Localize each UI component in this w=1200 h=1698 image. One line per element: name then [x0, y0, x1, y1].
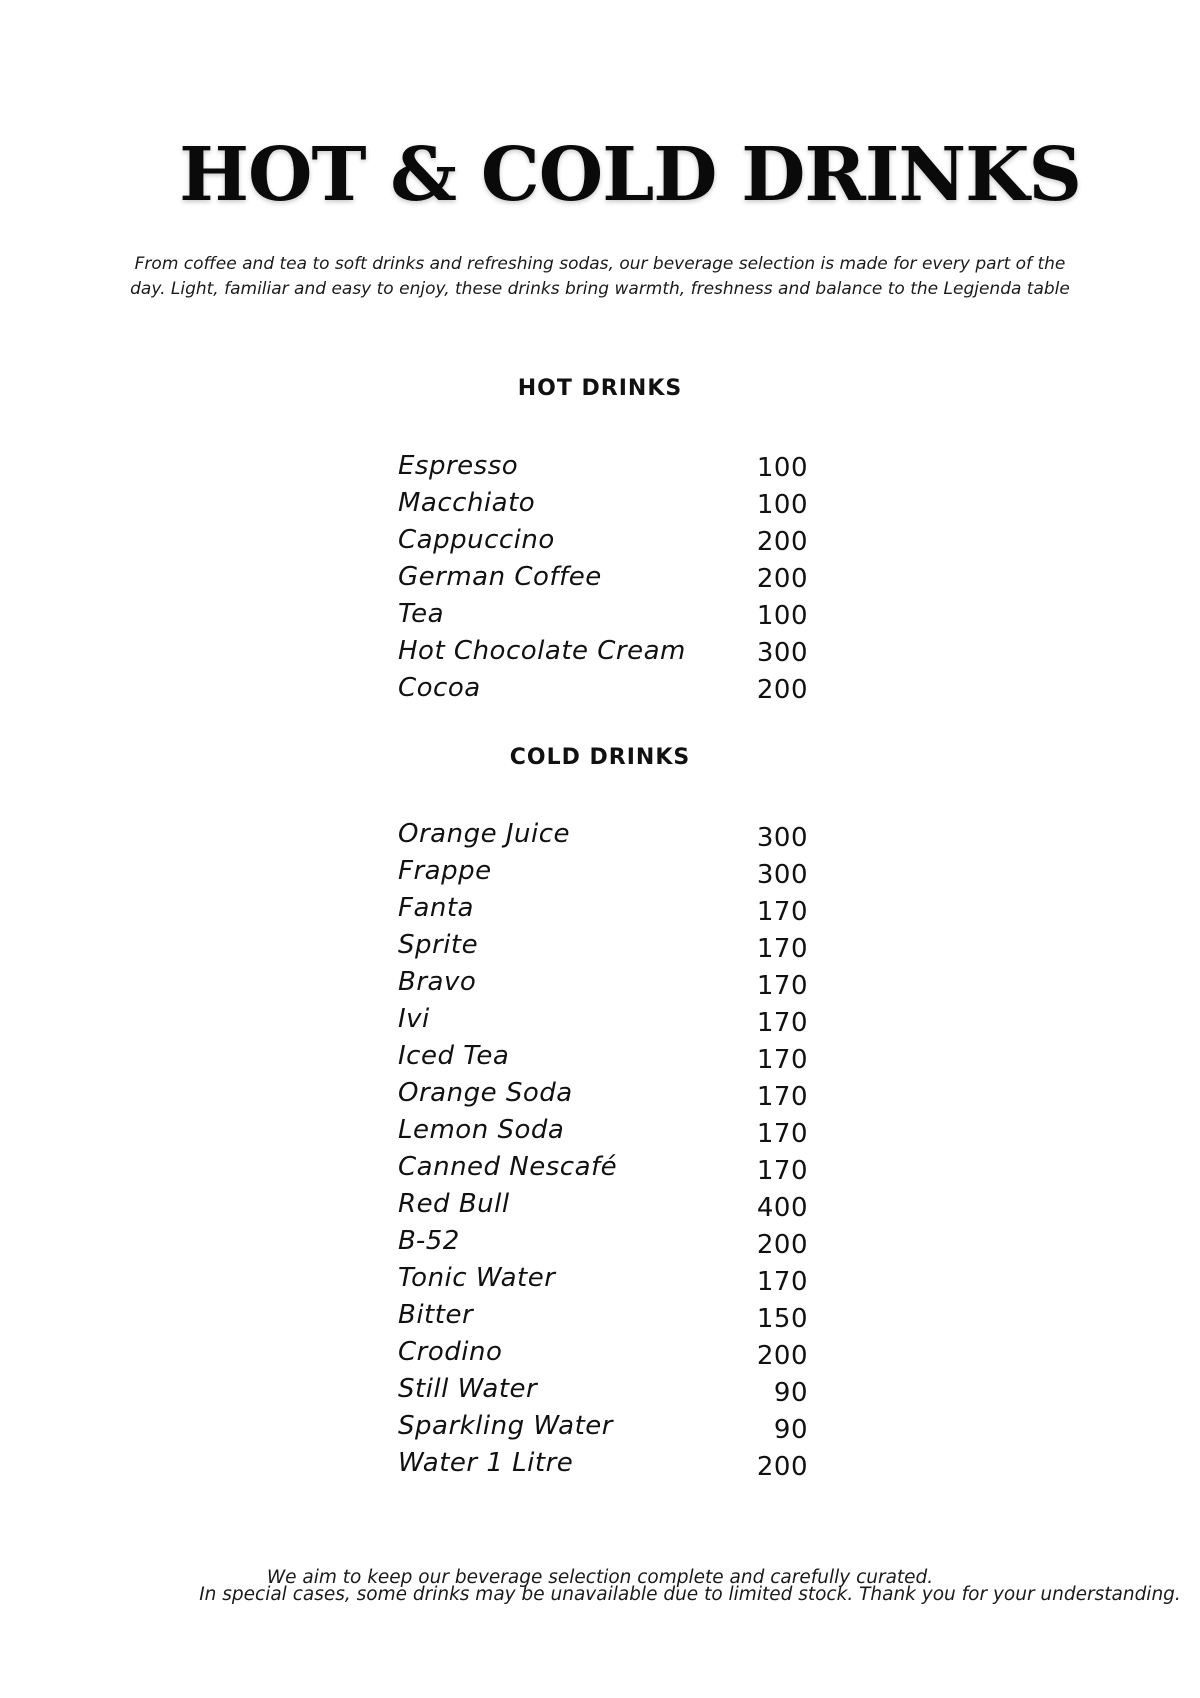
- menu-item: [398, 523, 808, 560]
- item-name: Tea: [398, 599, 445, 629]
- menu-item: [398, 1298, 808, 1335]
- item-price: 170: [756, 1082, 808, 1112]
- item-price: 300: [756, 860, 808, 890]
- item-price: 150: [756, 1304, 808, 1334]
- item-name: Crodino: [398, 1337, 503, 1367]
- menu-item: [398, 1261, 808, 1298]
- item-name: German Coffee: [398, 562, 602, 592]
- item-name: Still Water: [398, 1374, 538, 1404]
- item-name: Sparkling Water: [398, 1411, 613, 1441]
- menu-item: [398, 597, 808, 634]
- menu-item: [398, 1224, 808, 1261]
- item-name: Lemon Soda: [398, 1115, 565, 1145]
- hot-drinks-list: [398, 449, 808, 708]
- footer-line-2: In special cases, some drinks may be unavailable due to limited stock. Thank you for your understanding.: [199, 1584, 1181, 1605]
- item-price: 200: [756, 1230, 808, 1260]
- item-price: 100: [756, 601, 808, 631]
- item-name: Orange Soda: [398, 1078, 573, 1108]
- intro-line-2: day. Light, familiar and easy to enjoy, these drinks bring warmth, freshness and balance to the Legjenda table: [130, 279, 1070, 299]
- menu-item: [398, 817, 808, 854]
- item-price: 90: [773, 1415, 808, 1445]
- item-name: Ivi: [398, 1004, 430, 1034]
- item-price: 400: [756, 1193, 808, 1223]
- item-price: 170: [756, 1156, 808, 1186]
- item-name: Macchiato: [398, 488, 536, 518]
- item-price: 170: [756, 897, 808, 927]
- item-name: Frappe: [398, 856, 492, 886]
- item-price: 170: [756, 971, 808, 1001]
- menu-item: [398, 449, 808, 486]
- menu-item: [398, 928, 808, 965]
- item-name: Hot Chocolate Cream: [398, 636, 686, 666]
- item-name: Tonic Water: [398, 1263, 556, 1293]
- item-price: 170: [756, 1045, 808, 1075]
- item-name: Espresso: [398, 451, 519, 481]
- item-price: 200: [756, 1452, 808, 1482]
- item-price: 100: [756, 490, 808, 520]
- menu-item: [398, 671, 808, 708]
- menu-item: [398, 1076, 808, 1113]
- menu-item: [398, 1409, 808, 1446]
- footer-line-1: We aim to keep our beverage selection complete and carefully curated.: [266, 1567, 934, 1588]
- cold-drinks-list: [398, 817, 808, 1483]
- item-name: Cappuccino: [398, 525, 555, 555]
- item-price: 200: [756, 527, 808, 557]
- item-price: 170: [756, 1119, 808, 1149]
- menu-item: [398, 1446, 808, 1483]
- item-price: 200: [756, 564, 808, 594]
- item-price: 300: [756, 823, 808, 853]
- item-name: Bitter: [398, 1300, 474, 1330]
- item-price: 170: [756, 934, 808, 964]
- item-name: Sprite: [398, 930, 479, 960]
- item-price: 170: [756, 1267, 808, 1297]
- item-name: Red Bull: [398, 1189, 510, 1219]
- item-name: Fanta: [398, 893, 474, 923]
- menu-item: [398, 486, 808, 523]
- item-price: 300: [756, 638, 808, 668]
- item-price: 200: [756, 675, 808, 705]
- item-name: Cocoa: [398, 673, 481, 703]
- item-name: Bravo: [398, 967, 477, 997]
- item-price: 170: [756, 1008, 808, 1038]
- menu-item: [398, 1335, 808, 1372]
- menu-item: [398, 965, 808, 1002]
- item-name: Canned Nescafé: [398, 1152, 618, 1182]
- item-price: 100: [756, 453, 808, 483]
- menu-item: [398, 1002, 808, 1039]
- item-name: B-52: [398, 1226, 460, 1256]
- item-price: 90: [773, 1378, 808, 1408]
- menu-item: [398, 854, 808, 891]
- item-name: Water 1 Litre: [398, 1448, 574, 1478]
- intro-text: [40, 252, 1160, 302]
- intro-line-1: From coffee and tea to soft drinks and refreshing sodas, our beverage selection is made for every part of the: [134, 254, 1066, 274]
- menu-item: [398, 891, 808, 928]
- item-name: Orange Juice: [398, 819, 570, 849]
- page-title: HOT & COLD DRINKS: [179, 132, 1081, 218]
- menu-item: [398, 1187, 808, 1224]
- menu-item: [398, 1150, 808, 1187]
- menu-item: [398, 634, 808, 671]
- menu-item: [398, 1372, 808, 1409]
- menu-item: [398, 560, 808, 597]
- menu-item: [398, 1113, 808, 1150]
- item-price: 200: [756, 1341, 808, 1371]
- hot-drinks-heading: HOT DRINKS: [517, 376, 683, 401]
- cold-drinks-heading: COLD DRINKS: [509, 745, 691, 770]
- item-name: Iced Tea: [398, 1041, 510, 1071]
- menu-item: [398, 1039, 808, 1076]
